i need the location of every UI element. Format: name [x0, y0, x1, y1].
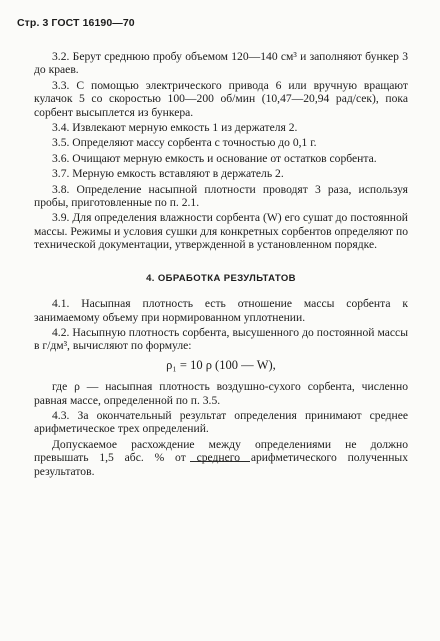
paragraph-3-2: 3.2. Берут среднюю пробу объемом 120—140 см³ и заполняют бункер 3 до краев. [34, 50, 408, 77]
paragraph-tolerance: Допускаемое расхождение между определениями не должно превышать 1,5 абс. % от среднего арифметического полученных результатов. [34, 437, 408, 478]
paragraph-4-2: 4.2. Насыпную плотность сорбента, высушенного до постоянной массы в г/дм³, вычисляют по формуле: [34, 325, 408, 353]
formula: ρ₁ = 10 ρ (100 — W), [166, 357, 276, 372]
paragraph-4-3: 4.3. За окончательный результат определения принимают среднее арифметическое трех определений. [34, 408, 408, 436]
document-body [34, 50, 408, 478]
paragraph-3-6: 3.6. Очищают мерную емкость и основание от остатков сорбента. [52, 151, 377, 165]
paragraph-3-8: 3.8. Определение насыпной плотности проводят 3 раза, используя пробы, приготовленные по п. 2.1. [34, 182, 408, 210]
end-rule [190, 461, 250, 462]
paragraph-3-5: 3.5. Определяют массу сорбента с точностью до 0,1 г. [52, 136, 317, 150]
formula-explanation: где ρ — насыпная плотность воздушно-сухого сорбента, численно равная массе, определенной по п. 3.5. [34, 380, 408, 407]
section-title: 4. ОБРАБОТКА РЕЗУЛЬТАТОВ [146, 272, 296, 284]
paragraph-3-7: 3.7. Мерную емкость вставляют в держатель 2. [52, 167, 284, 181]
paragraph-3-3: 3.3. С помощью электрического привода 6 или вручную вращают кулачок 5 со скоростью 100—200 об/мин (10,47—20,94 рад/сек), пока сорбент высыплется из бункера. [34, 78, 408, 119]
paragraph-3-4: 3.4. Извлекают мерную емкость 1 из держателя 2. [52, 121, 298, 135]
paragraph-3-9: 3.9. Для определения влажности сорбента (W) его сушат до постоянной массы. Режимы и условия сушки для конкретных сорбентов определяют по технической документации, утвержденной в установленном порядке. [34, 211, 408, 252]
page-header: Стр. 3 ГОСТ 16190—70 [17, 17, 135, 29]
paragraph-4-1: 4.1. Насыпная плотность есть отношение массы сорбента к занимаемому объему при нормированном уплотнении. [34, 297, 408, 324]
